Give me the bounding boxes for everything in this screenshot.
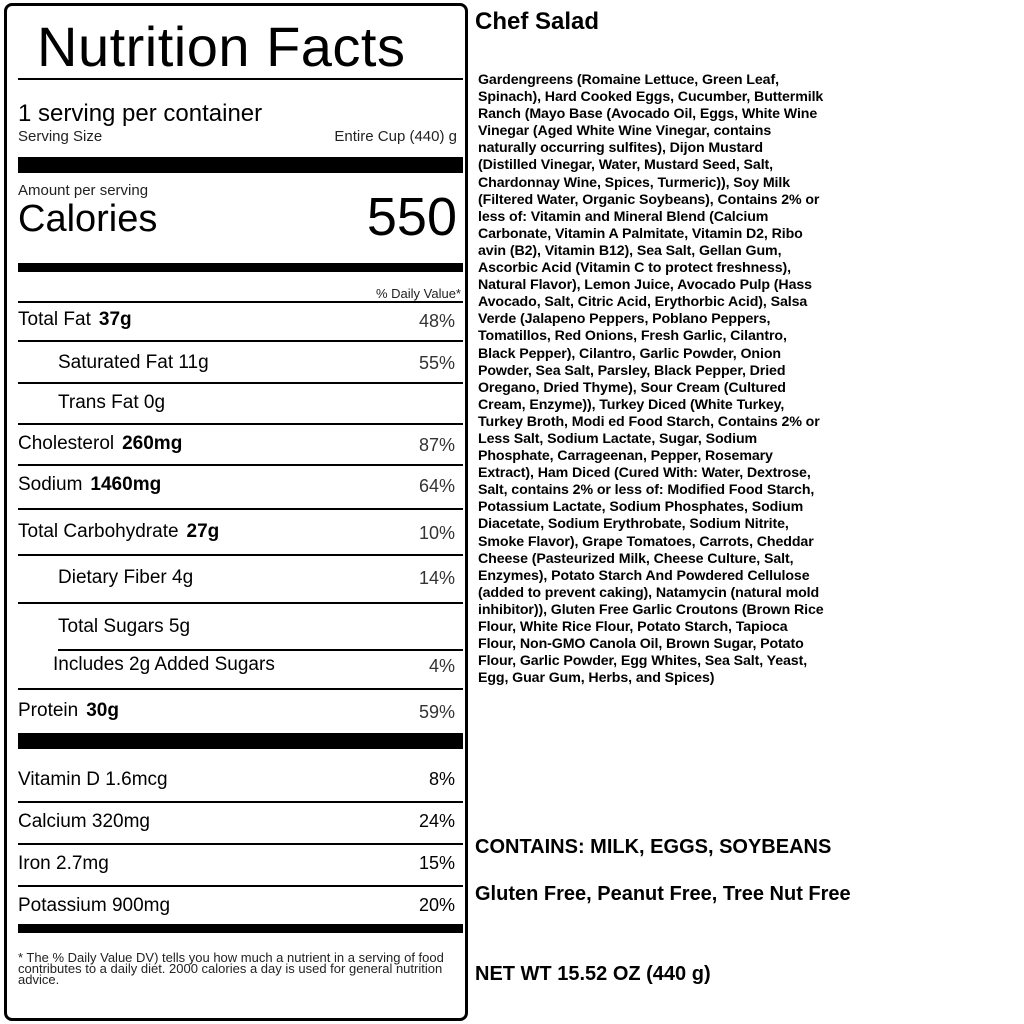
divider bbox=[18, 423, 463, 425]
nutrient-pct: 87% bbox=[418, 435, 455, 455]
nutrient-pct: 55% bbox=[418, 353, 455, 373]
nutrient-amount: 37g bbox=[98, 309, 132, 330]
nutrient-name: Total Sugars 5g bbox=[58, 616, 191, 637]
nutrient-amount: 30g bbox=[86, 700, 119, 721]
product-name: Chef Salad bbox=[475, 8, 600, 35]
nutrient-cholesterol bbox=[18, 433, 182, 455]
ingredients-list: Gardengreens (Romaine Lettuce, Green Leaf, Spinach), Hard Cooked Eggs, Cucumber, Buttermilk Ranch (Mayo Base (Avocado Oil, Eggs, White Wine Vinegar (Aged White Wine Vinegar, contains naturally occurring sulfites), Dijon Mustard (Distilled Vinegar, Water, Mustard Seed, Salt, Chardonnay Wine, Spices, Turmeric)), Soy Milk (Filtered Water, Organic Soybeans), Contains 2% or less of: Vitamin and Mineral Blend (Calcium Carbonate, Vitamin A Palmitate, Vitamin D2, Ribo avin (B2), Vitamin B12), Sea Salt, Gellan Gum, Ascorbic Acid (Vitamin C to protect freshness), Natural Flavor), Lemon Juice, Avocado Pulp (Hass Avocado, Salt, Citric Acid, Erythorbic Acid), Salsa Verde (Jalapeno Peppers, Poblano Peppers, Tomatillos, Red Onions, Fresh Garlic, Cilantro, Black Pepper), Cilantro, Garlic Powder, Onion Powder, Sea Salt, Parsley, Black Pepper, Dried Oregano, Dried Thyme), Sour Cream (Cultured Cream, Enzyme)), Turkey Diced (White Turkey, Turkey Broth, Modi ed Food Starch, Contains 2% or Less Salt, Sodium Lactate, Sugar, Sodium Phosphate, Carrageenan, Pepper, Rosemary Extract), Ham Diced (Cured With: Water, Dextrose, Salt, contains 2% or less of: Modified Food Starch, Potassium Lactate, Sodium Phosphates, Sodium Diacetate, Sodium Erythrobate, Sodium Nitrite, Smoke Flavor), Grape Tomatoes, Carrots, Cheddar Cheese (Pasteurized Milk, Cheese Culture, Salt, Enzymes), Potato Starch And Powdered Cellulose (added to prevent caking), Natamycin (natural mold inhibitor)), Gluten Free Garlic Croutons (Brown Rice Flour, White Rice Flour, Potato Starch, Tapioca Flour, Non-GMO Canola Oil, Brown Sugar, Potato Flour, Garlic Powder, Egg Whites, Sea Salt, Yeast, Egg, Guar Gum, Herbs, and Spices) bbox=[478, 72, 824, 687]
nutrient-name: Sodium bbox=[18, 474, 83, 495]
vitamin-pct: 8% bbox=[428, 769, 455, 789]
divider bbox=[18, 843, 463, 845]
divider bbox=[58, 649, 463, 651]
nutrition-facts-panel bbox=[4, 3, 468, 1021]
divider bbox=[18, 301, 463, 303]
divider-thick bbox=[18, 157, 463, 173]
divider-thick bbox=[18, 733, 463, 749]
daily-value-header: % Daily Value* bbox=[375, 286, 461, 301]
divider bbox=[18, 688, 463, 690]
vitamin-pct: 20% bbox=[418, 895, 455, 915]
potassium: Potassium 900mg bbox=[18, 895, 171, 916]
calories-label: Calories bbox=[18, 198, 158, 240]
divider-thick bbox=[18, 263, 463, 272]
nutrient-pct: 10% bbox=[418, 523, 455, 543]
nutrient-name: Trans Fat 0g bbox=[58, 392, 166, 413]
nutrient-added-sugars bbox=[53, 654, 275, 676]
nutrient-protein bbox=[18, 700, 119, 722]
nutrient-name: Includes 2g Added Sugars bbox=[53, 654, 275, 675]
nutrient-sodium bbox=[18, 474, 161, 496]
nutrient-total-sugars bbox=[58, 616, 190, 638]
calcium: Calcium 320mg bbox=[18, 811, 150, 832]
amount-per-serving: Amount per serving bbox=[18, 182, 149, 199]
divider bbox=[18, 464, 463, 466]
nutrient-amount: 1460mg bbox=[90, 474, 162, 495]
net-weight: NET WT 15.52 OZ (440 g) bbox=[475, 963, 711, 985]
nutrient-pct: 64% bbox=[418, 476, 455, 496]
nutrient-trans-fat bbox=[58, 392, 165, 414]
nutrient-name: Cholesterol bbox=[18, 433, 115, 454]
nutrient-pct: 59% bbox=[418, 702, 455, 722]
nutrient-dietary-fiber bbox=[58, 567, 193, 589]
vitamin-pct: 24% bbox=[418, 811, 455, 831]
nutrient-name: Protein bbox=[18, 700, 79, 721]
divider bbox=[18, 508, 463, 510]
servings-per-container: 1 serving per container bbox=[18, 100, 263, 127]
vitamin-d: Vitamin D 1.6mcg bbox=[18, 769, 168, 790]
nutrient-total-fat bbox=[18, 309, 132, 331]
divider bbox=[18, 78, 463, 80]
nutrient-saturated-fat bbox=[58, 352, 209, 374]
nutrient-name: Saturated Fat 11g bbox=[58, 352, 209, 373]
panel-title: Nutrition Facts bbox=[37, 15, 406, 78]
nutrient-amount: 27g bbox=[186, 521, 220, 542]
divider bbox=[18, 382, 463, 384]
divider bbox=[18, 554, 463, 556]
divider bbox=[18, 885, 463, 887]
allergen-statement: CONTAINS: MILK, EGGS, SOYBEANS bbox=[475, 836, 832, 858]
divider bbox=[18, 602, 463, 604]
nutrient-total-carbohydrate bbox=[18, 521, 219, 543]
nutrient-name: Dietary Fiber 4g bbox=[58, 567, 194, 588]
iron: Iron 2.7mg bbox=[18, 853, 109, 874]
nutrient-amount: 260mg bbox=[122, 433, 183, 454]
daily-value-footnote: * The % Daily Value DV) tells you how much a nutrient in a serving of food contributes to a daily diet. 2000 calories a day is used for general nutrition advice. bbox=[18, 950, 444, 987]
nutrient-name: Total Carbohydrate bbox=[18, 521, 179, 542]
nutrient-name: Total Fat bbox=[18, 309, 91, 330]
serving-size-label: Serving Size bbox=[18, 128, 103, 145]
divider bbox=[18, 801, 463, 803]
divider bbox=[18, 340, 463, 342]
nutrient-pct: 14% bbox=[418, 568, 455, 588]
divider-thick bbox=[18, 924, 463, 933]
free-from-claims: Gluten Free, Peanut Free, Tree Nut Free bbox=[475, 883, 851, 905]
serving-size-value: Entire Cup (440) g bbox=[334, 128, 457, 145]
nutrient-pct: 48% bbox=[418, 311, 455, 331]
vitamin-pct: 15% bbox=[418, 853, 455, 873]
nutrient-pct: 4% bbox=[428, 656, 455, 676]
calories-value: 550 bbox=[366, 187, 457, 247]
